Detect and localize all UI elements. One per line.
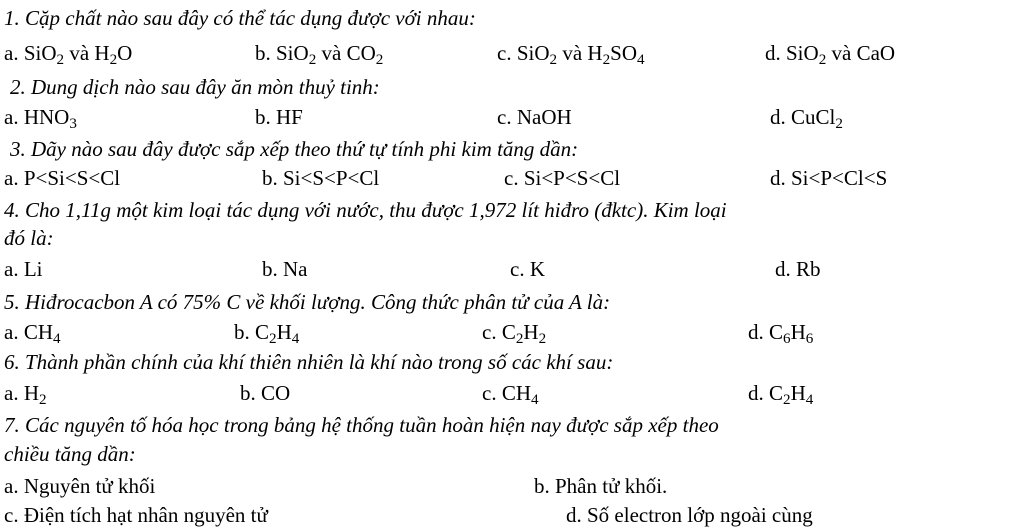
option-text: SiO <box>516 41 550 65</box>
formula-subscript: 6 <box>783 330 791 347</box>
option-label: b. <box>534 474 555 498</box>
option-label: d. <box>770 105 791 129</box>
formula-subscript: 2 <box>818 51 827 68</box>
formula-subscript: 4 <box>637 51 645 68</box>
option-label: c. <box>482 381 502 405</box>
option-text: H <box>523 320 539 344</box>
question-4-option-a <box>4 257 43 282</box>
question-1-option-a <box>4 41 132 66</box>
option-label: d. <box>770 166 791 190</box>
option-text: NaOH <box>516 105 572 129</box>
option-label: d. <box>765 41 786 65</box>
option-text: Số electron lớp ngoài cùng <box>587 503 813 527</box>
formula-subscript: 2 <box>39 391 47 408</box>
option-text: Rb <box>796 257 821 281</box>
question-4-option-c <box>510 257 545 282</box>
question-7-option-b <box>534 474 667 499</box>
question-6-option-d <box>748 381 813 406</box>
formula-subscript: 4 <box>531 391 539 408</box>
option-label: b. <box>255 105 276 129</box>
option-label: b. <box>240 381 261 405</box>
option-text: và CaO <box>826 41 896 65</box>
option-text: Li <box>23 257 43 281</box>
formula-subscript: 2 <box>56 51 65 68</box>
option-text: K <box>529 257 545 281</box>
option-text: Si<P<S<Cl <box>523 166 621 190</box>
option-text: P<Si<S<Cl <box>23 166 121 190</box>
question-5-option-b <box>234 320 299 345</box>
option-text: Điện tích hạt nhân nguyên tử <box>23 503 268 527</box>
question-4-text: 4. Cho 1,11g một kim loại tác dụng với nước, thu được 1,972 lít hiđro (đktc). Kim loại <box>4 198 727 222</box>
formula-subscript: 2 <box>375 51 384 68</box>
question-1-text: 1. Cặp chất nào sau đây có thể tác dụng được với nhau: <box>4 6 476 30</box>
option-text: Phân tử khối. <box>555 474 668 498</box>
question-3-option-b <box>262 166 379 191</box>
option-label: a. <box>4 41 24 65</box>
option-text: Nguyên tử khối <box>23 474 156 498</box>
question-3-option-a <box>4 166 120 191</box>
option-label: d. <box>566 503 587 527</box>
option-text: H <box>790 320 806 344</box>
question-2-option-b <box>255 105 303 130</box>
option-label: d. <box>775 257 796 281</box>
option-text: C <box>255 320 270 344</box>
option-label: c. <box>482 320 502 344</box>
option-text: CH <box>23 320 54 344</box>
option-label: b. <box>262 166 283 190</box>
formula-subscript: 2 <box>109 51 118 68</box>
formula-subscript: 2 <box>835 115 843 132</box>
question-1-option-d <box>765 41 895 66</box>
formula-subscript: 2 <box>515 330 524 347</box>
option-label: c. <box>497 41 517 65</box>
question-2-text: 2. Dung dịch nào sau đây ăn mòn thuỷ tinh: <box>10 75 380 99</box>
question-3-text: 3. Dãy nào sau đây được sắp xếp theo thứ tự tính phi kim tăng dần: <box>10 137 579 161</box>
option-label: c. <box>4 503 24 527</box>
question-2-option-a <box>4 105 77 130</box>
option-label: d. <box>748 381 769 405</box>
question-7-text: 7. Các nguyên tố hóa học trong bảng hệ thống tuần hoàn hiện nay được sắp xếp theo <box>4 413 719 437</box>
formula-subscript: 3 <box>69 115 77 132</box>
option-label: b. <box>255 41 276 65</box>
option-text: Na <box>283 257 308 281</box>
question-4-option-d <box>775 257 821 282</box>
option-text: CH <box>501 381 532 405</box>
question-5-option-c <box>482 320 546 345</box>
question-4-text-continued: đó là: <box>4 226 54 250</box>
formula-subscript: 6 <box>805 330 814 347</box>
option-text: C <box>769 381 784 405</box>
question-7-text-continued: chiều tăng dần: <box>4 442 136 466</box>
option-text: và CO <box>316 41 376 65</box>
formula-subscript: 2 <box>269 330 277 347</box>
option-label: a. <box>4 320 24 344</box>
option-text: SO <box>610 41 637 65</box>
option-text: SiO <box>276 41 309 65</box>
question-4-option-b <box>262 257 308 282</box>
option-label: a. <box>4 381 24 405</box>
question-6-text: 6. Thành phần chính của khí thiên nhiên là khí nào trong số các khí sau: <box>4 350 614 374</box>
question-3-option-c <box>504 166 620 191</box>
option-text: O <box>117 41 133 65</box>
option-text: Si<P<Cl<S <box>791 166 888 190</box>
question-1-option-c <box>497 41 645 66</box>
question-2-option-d <box>770 105 843 130</box>
question-1-option-b <box>255 41 383 66</box>
formula-subscript: 2 <box>549 51 558 68</box>
option-text: H <box>276 320 292 344</box>
option-text: H <box>790 381 806 405</box>
question-7-option-a <box>4 474 155 499</box>
question-6-option-b <box>240 381 290 406</box>
formula-subscript: 4 <box>805 391 814 408</box>
option-text: và H <box>557 41 603 65</box>
option-text: SiO <box>786 41 819 65</box>
option-text: HNO <box>23 105 70 129</box>
option-text: H <box>23 381 39 405</box>
formula-subscript: 2 <box>602 51 611 68</box>
question-5-option-a <box>4 320 61 345</box>
option-label: a. <box>4 166 24 190</box>
formula-subscript: 2 <box>308 51 317 68</box>
option-label: d. <box>748 320 769 344</box>
formula-subscript: 4 <box>53 330 61 347</box>
option-text: C <box>501 320 516 344</box>
question-5-option-d <box>748 320 813 345</box>
option-label: c. <box>504 166 524 190</box>
question-7-option-c <box>4 503 268 528</box>
option-label: a. <box>4 474 24 498</box>
option-text: HF <box>276 105 303 129</box>
question-2-option-c <box>497 105 572 130</box>
formula-subscript: 2 <box>538 330 547 347</box>
option-label: b. <box>262 257 283 281</box>
option-text: CO <box>261 381 291 405</box>
option-text: C <box>769 320 784 344</box>
option-text: SiO <box>23 41 57 65</box>
option-label: a. <box>4 257 24 281</box>
formula-subscript: 4 <box>291 330 300 347</box>
option-label: b. <box>234 320 255 344</box>
question-5-text: 5. Hiđrocacbon A có 75% C về khối lượng. Công thức phân tử của A là: <box>4 290 611 314</box>
option-label: c. <box>497 105 517 129</box>
option-label: c. <box>510 257 530 281</box>
option-label: a. <box>4 105 24 129</box>
formula-subscript: 2 <box>783 391 791 408</box>
question-6-option-a <box>4 381 47 406</box>
option-text: CuCl <box>791 105 836 129</box>
question-3-option-d <box>770 166 887 191</box>
question-6-option-c <box>482 381 539 406</box>
option-text: Si<S<P<Cl <box>283 166 380 190</box>
question-7-option-d <box>566 503 813 528</box>
option-text: và H <box>64 41 110 65</box>
